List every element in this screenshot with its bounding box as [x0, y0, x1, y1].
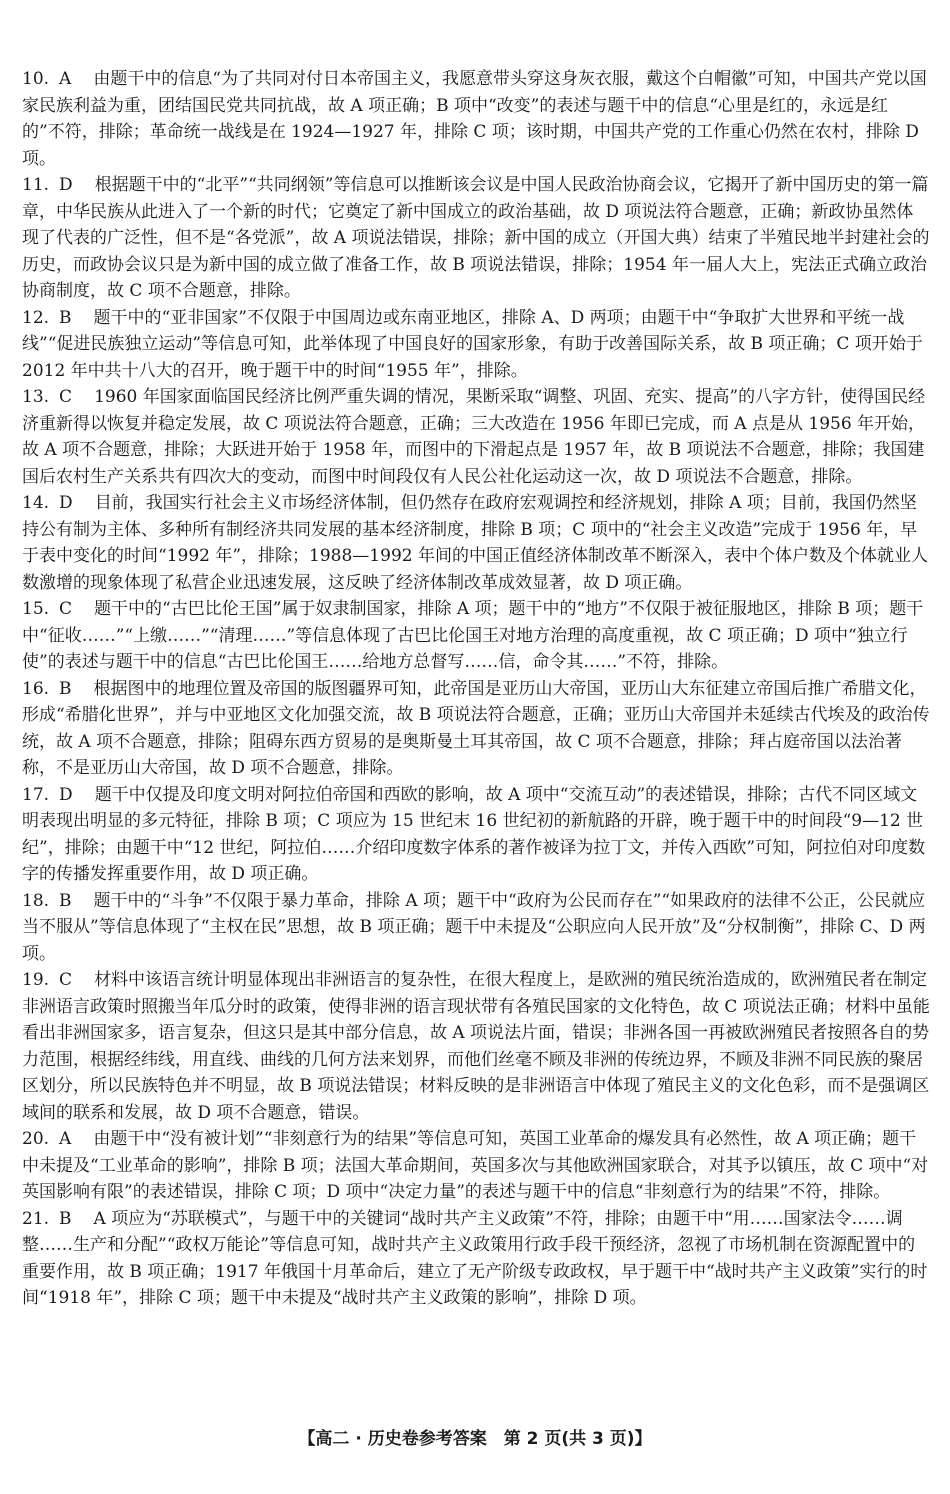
answer-item [22, 172, 930, 305]
answer-letter: D [59, 784, 73, 805]
answer-list [22, 66, 930, 1312]
question-number: 20. [22, 1129, 50, 1149]
question-number: 14. [22, 493, 50, 513]
explanation-text: 1960 年国家面临国民经济比例严重失调的情况，果断采取“调整、巩固、充实、提高”的八字方针，使得国民经济重新得以恢复并稳定发展，故 C 项说法符合题意，正确；三大改造在 1956 年即已完成，而 A 点是从 1956 年开始，故 A 项不合题意，排除；大跃进开始于 1958 年，而图中的下滑起点是 1957 年，故 B 项说法不合题意，排除；我国建国后农村生产关系共有四次大的变动，而图中时间段仅有人民公社化运动这一次，故 D 项说法不合题意，排除。 [22, 387, 926, 487]
question-number: 13. [22, 387, 50, 407]
answer-item [22, 888, 930, 968]
explanation-text: 题干中的“古巴比伦王国”属于奴隶制国家，排除 A 项；题干中的“地方”不仅限于被征服地区，排除 B 项；题干中“征收……”“上缴……”“清理……”等信息体现了古巴比伦国王对地方治理的高度重视，故 C 项正确；D 项中“独立行使”的表述与题干中的信息“古巴比伦国王……给地方总督写……信，命令其……”不符，排除。 [22, 599, 924, 672]
explanation-text: 由题干中“没有被计划”“非刻意行为的结果”等信息可知，英国工业革命的爆发具有必然性，故 A 项正确；题干中未提及“工业革命的影响”，排除 B 项；法国大革命期间，英国多次与其他欧洲国家联合，对其予以镇压，故 C 项中“对英国影响有限”的表述错误，排除 C 项；D 项中“决定力量”的表述与题干中的信息“非刻意行为的结果”不符，排除。 [22, 1129, 929, 1202]
explanation-text: 题干中仅提及印度文明对阿拉伯帝国和西欧的影响，故 A 项中“交流互动”的表述错误，排除；古代不同区域文明表现出明显的多元特征，排除 B 项；C 项应为 15 世纪末 16 世纪初的新航路的开辟，晚于题干中的时间段“9—12 世纪”，排除；由题干中“12 世纪，阿拉伯……介绍印度数字体系的著作被译为拉丁文，并传入西欧”可知，阿拉伯对印度数字的传播发挥重要作用，故 D 项正确。 [22, 784, 926, 884]
answer-item [22, 967, 930, 1126]
answer-letter: B [59, 1208, 72, 1229]
explanation-text: A 项应为“苏联模式”，与题干中的关键词“战时共产主义政策”不符，排除；由题干中“用……国家法令……调整……生产和分配”“政权万能论”等信息可知，战时共产主义政策用行政手段干预经济，忽视了市场机制在资源配置中的重要作用，故 B 项正确；1917 年俄国十月革命后，建立了无产阶级专政政权，早于题干中“战时共产主义政策”实行的时间“1918 年”，排除 C 项；题干中未提及“战时共产主义政策的影响”，排除 D 项。 [22, 1208, 928, 1308]
answer-item [22, 66, 930, 172]
answer-letter: B [59, 307, 72, 328]
answer-item [22, 305, 930, 385]
answer-letter: C [59, 599, 73, 619]
answer-letter: B [59, 678, 72, 699]
answer-letter: D [59, 175, 73, 195]
answer-letter: A [59, 1129, 72, 1149]
explanation-text: 目前，我国实行社会主义市场经济体制，但仍然存在政府宏观调控和经济规划，排除 A 项；目前，我国仍然坚持公有制为主体、多种所有制经济共同发展的基本经济制度，排除 B 项；C 项中的“社会主义改造”完成于 1956 年，早于表中变化的时间“1992 年”，排除；1988—1992 年间的中国正值经济体制改革不断深入，表中个体户数及个体就业人数激增的现象体现了私营企业迅速发展，这反映了经济体制改革成效显著，故 D 项正确。 [22, 493, 928, 593]
answer-item [22, 384, 930, 490]
question-number: 17. [22, 784, 50, 805]
explanation-text: 题干中的“斗争”不仅限于暴力革命，排除 A 项；题干中“政府为公民而存在”“如果政府的法律不公正，公民就应当不服从”等信息体现了“主权在民”思想，故 B 项正确；题干中未提及“公职应向人民开放”及“分权制衡”，排除 C、D 两项。 [22, 890, 926, 964]
answer-letter: D [59, 493, 73, 513]
question-number: 11. [22, 175, 50, 195]
page-footer: 【高二 · 历史卷参考答案 第 2 页(共 3 页)】 [298, 1429, 652, 1449]
answer-item [22, 490, 930, 596]
explanation-text: 材料中该语言统计明显体现出非洲语言的复杂性，在很大程度上，是欧洲的殖民统治造成的，欧洲殖民者在制定非洲语言政策时照搬当年瓜分时的政策，使得非洲的语言现状带有各殖民国家的文化特色，故 C 项说法正确；材料中虽能看出非洲国家多，语言复杂，但这只是其中部分信息，故 A 项说法片面，错误；非洲各国一再被欧洲殖民者按照各自的势力范围，根据经纬线，用直线、曲线的几何方法来划界，而他们丝毫不顾及非洲的传统边界，不顾及非洲不同民族的聚居区划分，所以民族特色并不明显，故 B 项说法错误；材料反映的是非洲语言中体现了殖民主义的文化色彩，而不是强调区域间的联系和发展，故 D 项不合题意，错误。 [22, 970, 930, 1123]
question-number: 12. [22, 307, 50, 328]
answer-item [22, 1126, 930, 1206]
explanation-text: 题干中的“亚非国家”不仅限于中国周边或东南亚地区，排除 A、D 两项；由题干中“争取扩大世界和平统一战线”“促进民族独立运动”等信息可知，此举体现了中国良好的国家形象，有助于改善国际关系，故 B 项正确；C 项开始于 2012 年中共十八大的召开，晚于题干中的时间“1955 年”，排除。 [22, 307, 923, 381]
question-number: 16. [22, 678, 50, 699]
answer-letter: B [59, 890, 72, 911]
answer-item [22, 1206, 930, 1312]
answer-letter: A [59, 69, 72, 89]
answer-letter: C [59, 387, 73, 407]
answer-item [22, 782, 930, 888]
explanation-text: 根据图中的地理位置及帝国的版图疆界可知，此帝国是亚历山大帝国，亚历山大东征建立帝国后推广希腊文化，形成“希腊化世界”，并与中亚地区文化加强交流，故 B 项说法符合题意，正确；亚历山大帝国并未延续古代埃及的政治传统，故 A 项不合题意，排除；阻碍东西方贸易的是奥斯曼土耳其帝国，故 C 项不合题意，排除；拜占庭帝国以法治著称，不是亚历山大帝国，故 D 项不合题意，排除。 [22, 678, 930, 778]
explanation-text: 由题干中的信息“为了共同对付日本帝国主义，我愿意带头穿这身灰衣服，戴这个白帽徽”可知，中国共产党以国家民族利益为重，团结国民党共同抗战，故 A 项正确；B 项中“改变”的表述与题干中的信息“心里是红的，永远是红的”不符，排除；革命统一战线是在 1924—1927 年，排除 C 项；该时期，中国共产党的工作重心仍然在农村，排除 D 项。 [22, 69, 927, 169]
answer-letter: C [59, 970, 73, 990]
answer-item [22, 596, 930, 676]
question-number: 15. [22, 599, 50, 619]
explanation-text: 根据题干中的“北平”“共同纲领”等信息可以推断该会议是中国人民政治协商会议，它揭开了新中国历史的第一篇章，中华民族从此进入了一个新的时代；它奠定了新中国成立的政治基础，故 D 项说法符合题意，正确；新政协虽然体现了代表的广泛性，但不是“各党派”，故 A 项说法错误，排除；新中国的成立（开国大典）结束了半殖民地半封建社会的历史，而政协会议只是为新中国的成立做了准备工作，故 B 项说法错误，排除；1954 年一届人大上，宪法正式确立政治协商制度，故 C 项不合题意，排除。 [22, 175, 930, 301]
question-number: 18. [22, 890, 50, 911]
question-number: 19. [22, 970, 50, 990]
answer-item [22, 676, 930, 782]
question-number: 10. [22, 69, 50, 89]
question-number: 21. [22, 1208, 50, 1229]
